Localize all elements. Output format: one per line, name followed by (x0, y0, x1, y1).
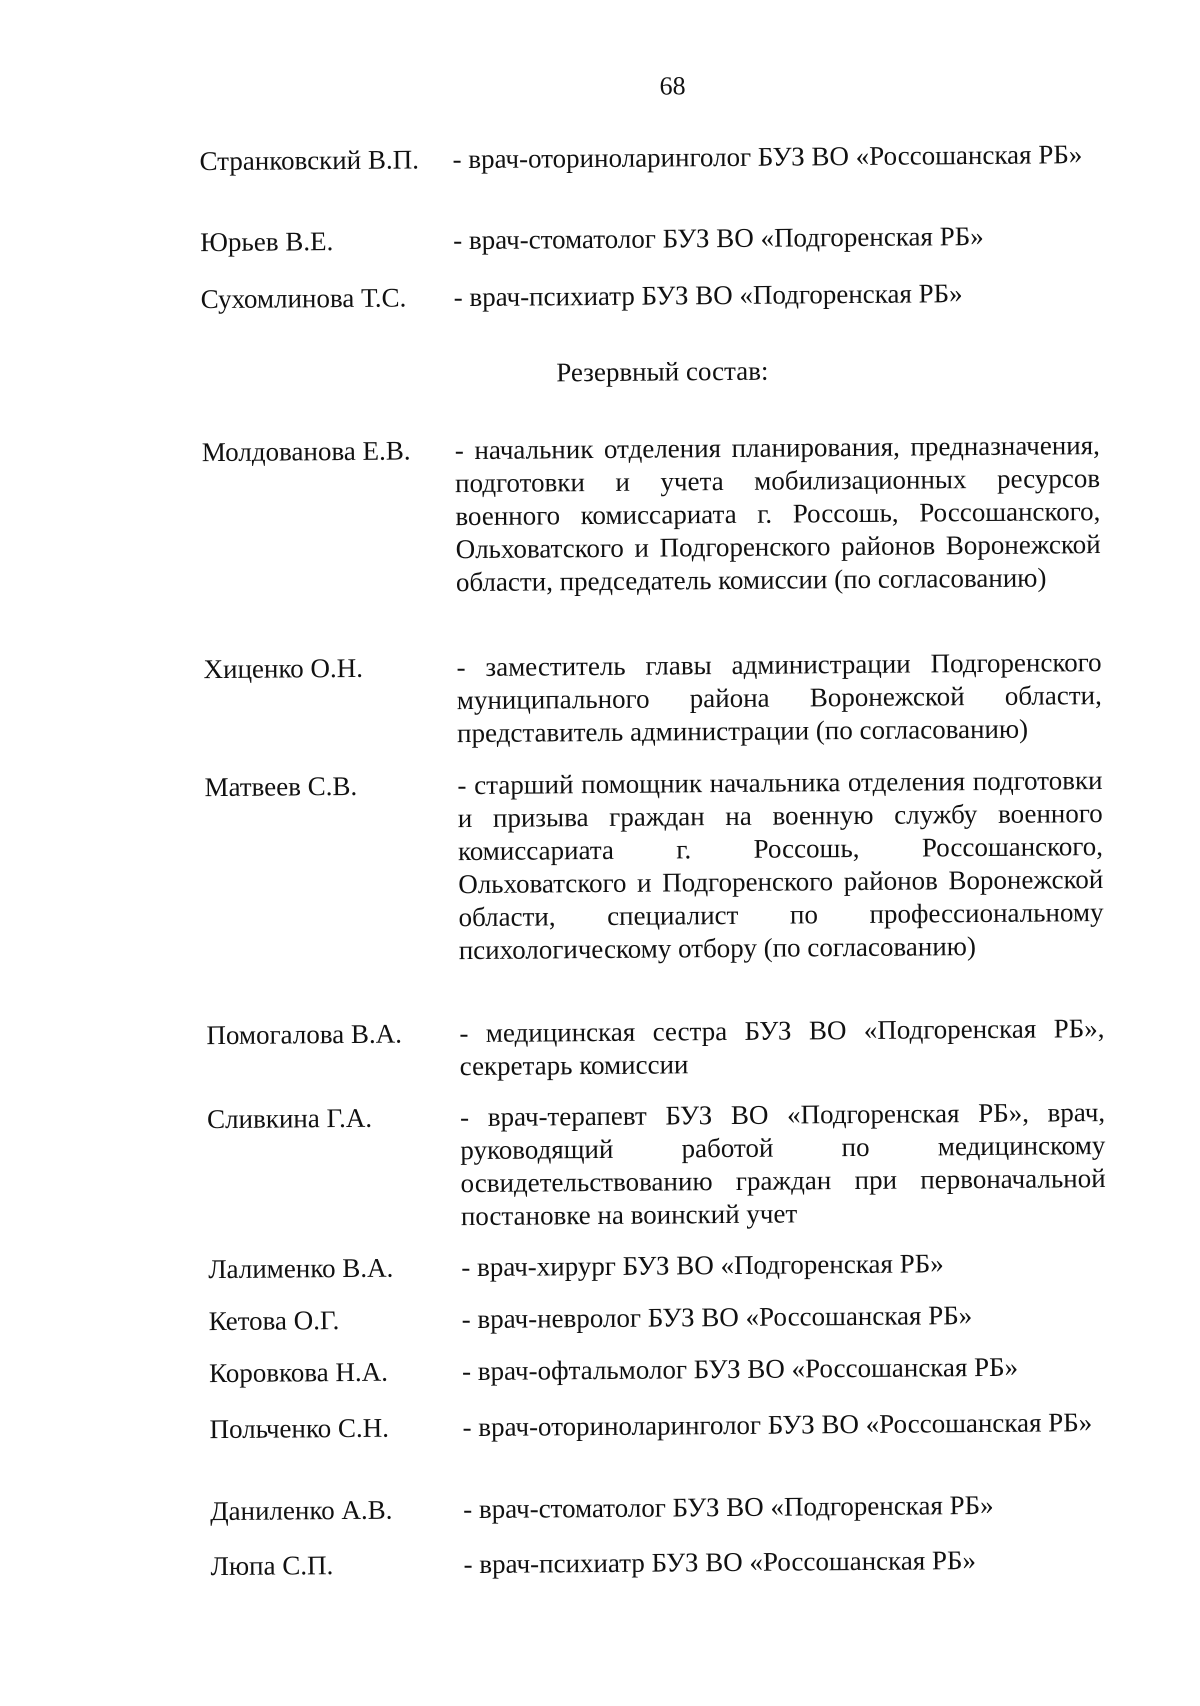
member-description: - старший помощник начальника отделения подготовки и призыва граждан на военную службу военного комиссариата г. Россошь, Россошанского, Ольховатского и Подгоренского районов Воронежской области, специалист по профессиональному психологическому отбору (по согласованию) (457, 765, 1104, 966)
reserve-member-entry (0, 763, 1199, 966)
member-name: Даниленко А.В. (210, 1494, 393, 1527)
member-description: - врач-оториноларинголог БУЗ ВО «Россошанская РБ» (462, 1407, 1093, 1443)
member-name: Коровкова Н.А. (208, 1356, 389, 1389)
section-heading: Резервный состав: (556, 355, 769, 388)
member-name: Странковский В.П. (199, 144, 420, 177)
reserve-member-entry (4, 1405, 1200, 1445)
member-description: - начальник отделения планирования, предназначения, подготовки и учета мобилизационных ресурсов военного комиссариата г. Россошь, Россошанского, Ольховатского и Подгоренского районов Воронежской области, председатель комиссии (по согласованию) (454, 430, 1101, 598)
reserve-member-entry (2, 1095, 1200, 1232)
member-description: - врач-терапевт БУЗ ВО «Подгоренская РБ», врач, руководящий работой по медицинскому освидетельствованию граждан при первоначальной постановке на воинский учет (459, 1097, 1106, 1232)
member-name: Люпа С.П. (210, 1550, 334, 1582)
member-name: Польченко С.Н. (209, 1412, 390, 1445)
reserve-member-entry (0, 428, 1197, 598)
page-number: 68 (659, 71, 686, 101)
member-description: - врач-невролог БУЗ ВО «Россошанская РБ» (461, 1300, 973, 1335)
reserve-member-entry (5, 1487, 1200, 1527)
member-name: Сливкина Г.А. (206, 1102, 373, 1135)
member-entry (0, 137, 1194, 177)
member-name: Юрьев В.Е. (200, 226, 334, 258)
member-name: Сухомлинова Т.С. (200, 282, 407, 315)
reserve-member-entry (0, 645, 1198, 749)
member-description: - заместитель главы администрации Подгоренского муниципального района Воронежской области, представитель администрации (по согласованию) (456, 647, 1102, 749)
member-description: - врач-психиатр БУЗ ВО «Россошанская РБ» (463, 1545, 977, 1580)
member-name: Лалименко В.А. (208, 1252, 394, 1285)
member-name: Матвеев С.В. (204, 770, 358, 803)
member-description: - врач-офтальмолог БУЗ ВО «Россошанская РБ» (461, 1351, 1019, 1387)
member-description: - врач-стоматолог БУЗ ВО «Подгоренская РБ» (453, 220, 984, 256)
reserve-member-entry (5, 1542, 1200, 1582)
member-name: Хиценко О.Н. (203, 652, 364, 685)
member-name: Помогалова В.А. (206, 1018, 403, 1051)
reserve-member-entry (4, 1349, 1200, 1389)
member-description: - врач-хирург БУЗ ВО «Подгоренская РБ» (461, 1248, 944, 1283)
reserve-member-entry (3, 1245, 1200, 1285)
member-description: - медицинская сестра БУЗ ВО «Подгоренская РБ», секретарь комиссии (459, 1013, 1105, 1082)
member-description: - врач-психиатр БУЗ ВО «Подгоренская РБ» (453, 278, 963, 313)
member-description: - врач-стоматолог БУЗ ВО «Подгоренская РБ» (463, 1489, 994, 1525)
member-entry (0, 218, 1195, 258)
member-entry (0, 275, 1196, 315)
reserve-member-entry (4, 1297, 1200, 1337)
member-description: - врач-оториноларинголог БУЗ ВО «Россошанская РБ» (452, 139, 1083, 175)
reserve-member-entry (1, 1011, 1200, 1082)
member-name: Кетова О.Г. (208, 1305, 340, 1337)
member-name: Молдованова Е.В. (201, 435, 411, 468)
